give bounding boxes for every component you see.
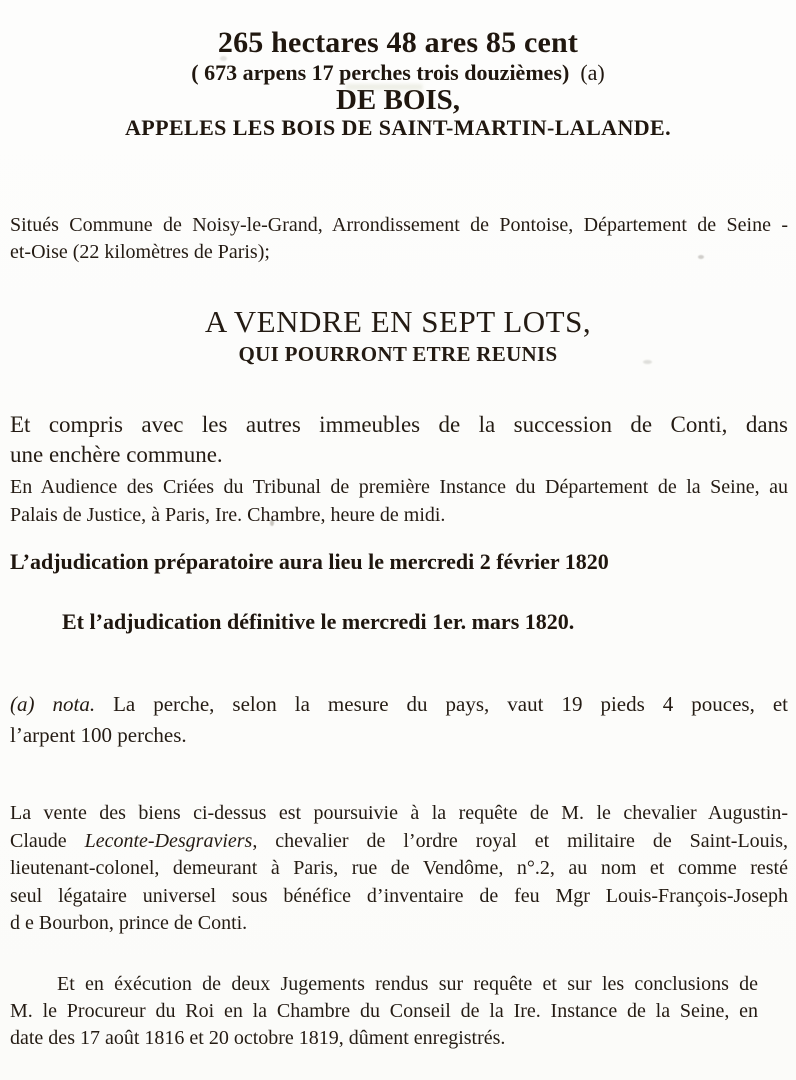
inclusion-paragraph <box>10 410 788 470</box>
title-de-bois: DE BOIS, <box>335 84 461 116</box>
adjudication-preparatoire-line: L’adjudication préparatoire aura lieu le mercredi 2 février 1820 <box>10 549 609 574</box>
audience-paragraph <box>10 474 788 529</box>
nota-paragraph <box>10 689 788 751</box>
vente-line2-pre: Claude <box>10 829 85 852</box>
vente-line: lieutenant-colonel, demeurant à Paris, rue de Vendôme, n°.2, au nom et comme resté <box>10 857 788 879</box>
execution-line: date des 17 août 1816 et 20 octobre 1819, dûment enregistrés. <box>10 1027 506 1049</box>
inclusion-line: une enchère commune. <box>10 442 223 467</box>
location-paragraph <box>10 212 788 266</box>
vente-line: seul légataire universel sous bénéfice d’inventaire de feu Mgr Louis-François-Joseph <box>10 884 788 907</box>
vente-line: d e Bourbon, prince de Conti. <box>10 912 248 934</box>
audience-line: Palais de Justice, à Paris, Ire. Chambre, heure de midi. <box>10 503 446 526</box>
sale-heading: A VENDRE EN SEPT LOTS, <box>204 304 592 339</box>
execution-line: Et en éxécution de deux Jugements rendus sur requête et sur les conclusions de <box>57 973 758 995</box>
execution-line: M. le Procureur du Roi en la Chambre du Conseil de la Ire. Instance de la Seine, en <box>10 1000 758 1022</box>
title-arpens <box>0 60 796 86</box>
vente-line <box>10 828 788 856</box>
title-arpens-text: ( 673 arpens 17 perches trois douzièmes) <box>191 60 570 85</box>
vente-line2-post: , chevalier de l’ordre royal et militaire de Saint-Louis, <box>252 829 789 852</box>
vente-line: La vente des biens ci-dessus est poursuivie à la requête de M. le chevalier Augustin- <box>10 802 788 824</box>
nota-lead-italic: (a) nota. <box>10 692 96 716</box>
location-line: et-Oise (22 kilomètres de Paris); <box>10 241 270 263</box>
sale-subheading: QUI POURRONT ETRE REUNIS <box>238 342 558 366</box>
adjudication-definitive-line: Et l’adjudication définitive le mercredi 1er. mars 1820. <box>62 609 575 634</box>
vente-paragraph <box>10 800 788 938</box>
title-appellation: APPELES LES BOIS DE SAINT-MARTIN-LALANDE. <box>125 115 671 140</box>
nota-line <box>10 689 788 720</box>
inclusion-line: Et compris avec les autres immeubles de la succession de Conti, dans <box>10 412 788 437</box>
title-hectares: 265 hectares 48 ares 85 cent <box>217 26 579 59</box>
location-line: Situés Commune de Noisy-le-Grand, Arrondissement de Pontoise, Département de Seine - <box>10 214 788 236</box>
audience-line: En Audience des Criées du Tribunal de première Instance du Département de la Seine, au <box>10 476 788 498</box>
execution-paragraph <box>10 971 758 1052</box>
footnote-marker: (a) <box>580 60 605 85</box>
vente-name-italic: Leconte-Desgraviers <box>84 829 253 852</box>
nota-line: l’arpent 100 perches. <box>10 723 187 747</box>
nota-rest: La perche, selon la mesure du pays, vaut 19 pieds 4 pouces, et <box>95 692 788 716</box>
